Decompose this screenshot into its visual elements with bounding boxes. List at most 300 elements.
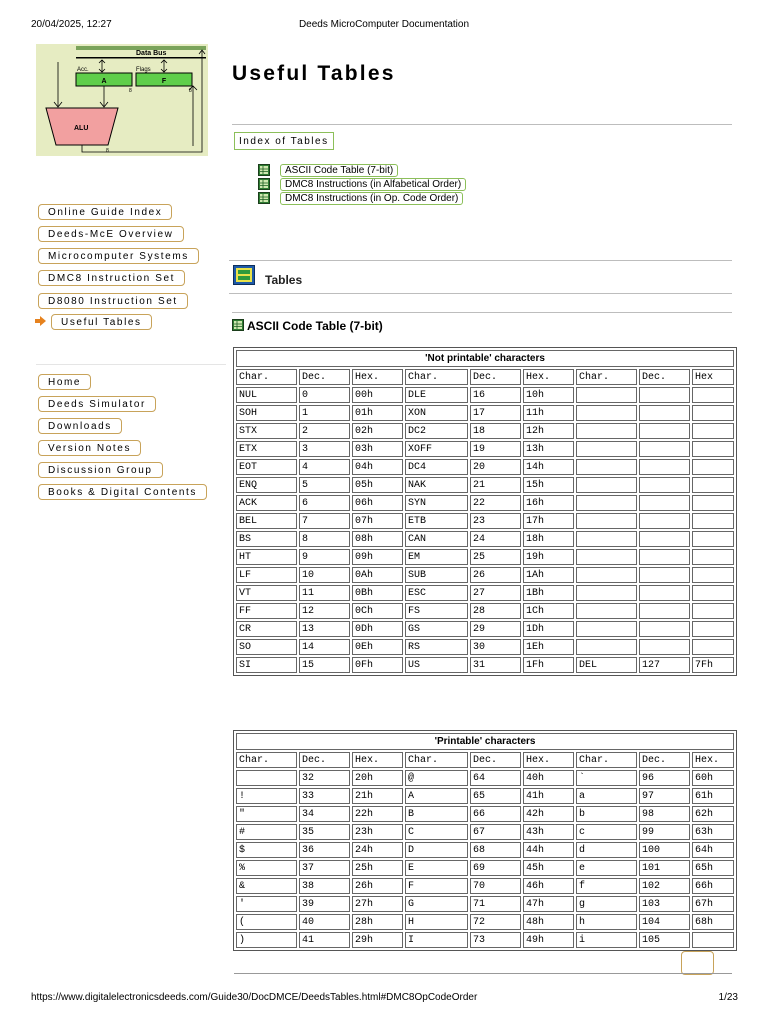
table-cell: SOH (236, 405, 297, 421)
table-cell: 37 (299, 860, 350, 876)
table-icon (258, 164, 270, 176)
table-cell: 7Fh (692, 657, 734, 673)
table-cell: 0Bh (352, 585, 403, 601)
table-cell: NAK (405, 477, 468, 493)
table-cell: 42h (523, 806, 574, 822)
table-cell: 61h (692, 788, 734, 804)
table-cell: 11 (299, 585, 350, 601)
nav-d8080-instruction-set[interactable]: D8080 Instruction Set (38, 293, 188, 309)
table-cell: FS (405, 603, 468, 619)
table-cell (692, 495, 734, 511)
table-cell: LF (236, 567, 297, 583)
column-header: Char. (236, 752, 297, 768)
table-cell: F (405, 878, 468, 894)
table-cell: A (405, 788, 468, 804)
table-cell (576, 477, 637, 493)
table-cell: $ (236, 842, 297, 858)
index-link-dmc8-opcode[interactable]: DMC8 Instructions (in Op. Code Order) (280, 192, 463, 205)
table-cell (576, 441, 637, 457)
table-cell: 18 (470, 423, 521, 439)
table-cell: 01h (352, 405, 403, 421)
table-cell: DEL (576, 657, 637, 673)
tables-section-title: Tables (265, 273, 303, 287)
table-row (236, 657, 734, 673)
nav-dmc8-instruction-set[interactable]: DMC8 Instruction Set (38, 270, 185, 286)
table-cell: 101 (639, 860, 690, 876)
table-cell: 12 (299, 603, 350, 619)
print-doc-title: Deeds MicroComputer Documentation (298, 19, 470, 30)
table-cell: 26 (470, 567, 521, 583)
table-cell: g (576, 896, 637, 912)
column-header: Hex (692, 369, 734, 385)
table-cell: XOFF (405, 441, 468, 457)
table-row (236, 932, 734, 948)
table-icon (258, 192, 270, 204)
table-cell: 23h (352, 824, 403, 840)
table-cell: 0Dh (352, 621, 403, 637)
not-printable-table (233, 347, 737, 676)
table-cell: ETX (236, 441, 297, 457)
ascii-subsection-title: ASCII Code Table (7-bit) (247, 319, 383, 333)
table-cell: XON (405, 405, 468, 421)
column-header: Dec. (299, 369, 350, 385)
table-cell (692, 603, 734, 619)
table-cell: 16h (523, 495, 574, 511)
table-cell (692, 477, 734, 493)
table-cell (576, 531, 637, 547)
table-cell: 64h (692, 842, 734, 858)
table-cell: 1Ch (523, 603, 574, 619)
table-cell: 0Eh (352, 639, 403, 655)
table-cell: 0Ch (352, 603, 403, 619)
column-header: Dec. (639, 752, 690, 768)
table-cell (639, 441, 690, 457)
table-cell: 27h (352, 896, 403, 912)
table-cell: E (405, 860, 468, 876)
table-cell: DLE (405, 387, 468, 403)
table-cell: f (576, 878, 637, 894)
table-cell: 1Eh (523, 639, 574, 655)
nav-downloads[interactable]: Downloads (38, 418, 122, 434)
table-cell: 13 (299, 621, 350, 637)
register-f: F (161, 78, 167, 85)
print-header (0, 19, 768, 33)
table-cell: 24 (470, 531, 521, 547)
table-cell: 2 (299, 423, 350, 439)
bit-width-f: 8 (189, 88, 192, 94)
table-cell (576, 639, 637, 655)
table-cell: 13h (523, 441, 574, 457)
table-cell (692, 423, 734, 439)
index-link-dmc8-alphabetical[interactable]: DMC8 Instructions (in Alfabetical Order) (280, 178, 466, 191)
sidebar-divider (36, 364, 226, 365)
column-header: Char. (576, 752, 637, 768)
table-cell: BEL (236, 513, 297, 529)
table-row (236, 459, 734, 475)
table-cell: 1Fh (523, 657, 574, 673)
table-cell: ' (236, 896, 297, 912)
table-cell: 46h (523, 878, 574, 894)
table-cell (639, 405, 690, 421)
table-cell: BS (236, 531, 297, 547)
table-cell: 08h (352, 531, 403, 547)
table-cell: 31 (470, 657, 521, 673)
table-cell (576, 495, 637, 511)
table-row (236, 806, 734, 822)
table-cell: d (576, 842, 637, 858)
table-cell: 39 (299, 896, 350, 912)
nav-version-notes[interactable]: Version Notes (38, 440, 141, 456)
table-cell (639, 567, 690, 583)
table-cell (576, 549, 637, 565)
table-cell (576, 459, 637, 475)
table-cell: 03h (352, 441, 403, 457)
table-cell: 68 (470, 842, 521, 858)
table-cell: US (405, 657, 468, 673)
table-cell: # (236, 824, 297, 840)
table-cell: ! (236, 788, 297, 804)
table-cell: 72 (470, 914, 521, 930)
table-cell (639, 477, 690, 493)
cpu-diagram-logo[interactable] (36, 44, 208, 156)
table-cell: 1 (299, 405, 350, 421)
table-cell: 64 (470, 770, 521, 786)
table-cell: EOT (236, 459, 297, 475)
table-cell (639, 603, 690, 619)
table-cell: 71 (470, 896, 521, 912)
table-cell: 49h (523, 932, 574, 948)
table-cell: 02h (352, 423, 403, 439)
table-cell: G (405, 896, 468, 912)
table-cell (692, 531, 734, 547)
table-row (236, 549, 734, 565)
table-cell: H (405, 914, 468, 930)
column-header: Dec. (639, 369, 690, 385)
table-cell: 47h (523, 896, 574, 912)
table-cell (639, 585, 690, 601)
print-url: https://www.digitalelectronicsdeeds.com/Guide30/DocDMCE/DeedsTables.html#DMC8OpCodeOrder (31, 992, 478, 1003)
table-cell: 28h (352, 914, 403, 930)
column-header: Dec. (470, 752, 521, 768)
table-icon (258, 178, 270, 190)
table-cell (692, 639, 734, 655)
table-row (236, 842, 734, 858)
table-cell: 20h (352, 770, 403, 786)
nav-books-digital-contents[interactable]: Books & Digital Contents (38, 484, 207, 500)
nav-microcomputer-systems[interactable]: Microcomputer Systems (38, 248, 199, 264)
table-cell: SI (236, 657, 297, 673)
column-header: Char. (576, 369, 637, 385)
table-cell: i (576, 932, 637, 948)
table-cell: 17 (470, 405, 521, 421)
table-cell: 25 (470, 549, 521, 565)
table-cell: 18h (523, 531, 574, 547)
table-cell: ENQ (236, 477, 297, 493)
table-cell (639, 513, 690, 529)
table-cell: 65 (470, 788, 521, 804)
table-row (236, 495, 734, 511)
table-cell: 10 (299, 567, 350, 583)
table-cell: 4 (299, 459, 350, 475)
table-cell: 69 (470, 860, 521, 876)
table-cell: 73 (470, 932, 521, 948)
table-cell: & (236, 878, 297, 894)
table-cell: 9 (299, 549, 350, 565)
page-break-line (234, 973, 732, 974)
table-cell: 0 (299, 387, 350, 403)
highlighted-cell-marker[interactable] (681, 951, 714, 975)
table-row (236, 896, 734, 912)
table-cell: 04h (352, 459, 403, 475)
bit-width-a: 8 (129, 88, 132, 94)
table-cell: 62h (692, 806, 734, 822)
table-cell: CR (236, 621, 297, 637)
tables-section-header (229, 260, 732, 294)
table-cell (576, 567, 637, 583)
table-cell: 09h (352, 549, 403, 565)
index-of-tables-label: Index of Tables (234, 132, 334, 150)
table-cell: 104 (639, 914, 690, 930)
table-cell: % (236, 860, 297, 876)
table-cell: ETB (405, 513, 468, 529)
table-cell (639, 423, 690, 439)
bit-width-alu: 8 (106, 148, 109, 154)
table-cell (639, 459, 690, 475)
table-cell: " (236, 806, 297, 822)
table-cell (576, 621, 637, 637)
table-row (236, 621, 734, 637)
table-cell: 20 (470, 459, 521, 475)
table-cell: VT (236, 585, 297, 601)
table-cell (639, 387, 690, 403)
table-cell (576, 603, 637, 619)
nav-discussion-group[interactable]: Discussion Group (38, 462, 163, 478)
column-header: Hex. (523, 752, 574, 768)
table-cell: 99 (639, 824, 690, 840)
table-cell: SYN (405, 495, 468, 511)
table-cell: 7 (299, 513, 350, 529)
table-row (236, 387, 734, 403)
column-header: Char. (405, 752, 468, 768)
table-cell (692, 549, 734, 565)
table-cell: 06h (352, 495, 403, 511)
table-cell: 14 (299, 639, 350, 655)
table-cell: 70 (470, 878, 521, 894)
table-cell: 32 (299, 770, 350, 786)
flags-label: Flags (136, 67, 151, 73)
table-cell: 21h (352, 788, 403, 804)
table-cell: 15 (299, 657, 350, 673)
table-cell: 28 (470, 603, 521, 619)
table-cell: ` (576, 770, 637, 786)
table-cell: ACK (236, 495, 297, 511)
table-cell: e (576, 860, 637, 876)
table-cell: 1Bh (523, 585, 574, 601)
table-cell: 1Ah (523, 567, 574, 583)
table-cell: 11h (523, 405, 574, 421)
table-cell: 27 (470, 585, 521, 601)
table-row (236, 567, 734, 583)
current-page-arrow-icon (35, 316, 47, 326)
table-cell (692, 932, 734, 948)
table-cell: 45h (523, 860, 574, 876)
table-cell: 67h (692, 896, 734, 912)
table-row (236, 603, 734, 619)
table-cell (639, 639, 690, 655)
printable-caption: 'Printable' characters (236, 733, 734, 750)
table-cell: FF (236, 603, 297, 619)
column-header: Hex. (352, 369, 403, 385)
table-cell: @ (405, 770, 468, 786)
table-cell (692, 585, 734, 601)
table-cell (692, 621, 734, 637)
table-cell: 63h (692, 824, 734, 840)
nav-useful-tables[interactable]: Useful Tables (51, 314, 152, 330)
column-header-row (236, 369, 734, 385)
nav-home[interactable]: Home (38, 374, 91, 390)
column-header: Hex. (523, 369, 574, 385)
table-cell: ESC (405, 585, 468, 601)
table-cell (639, 621, 690, 637)
table-cell: NUL (236, 387, 297, 403)
column-header: Dec. (470, 369, 521, 385)
table-cell (692, 513, 734, 529)
table-row (236, 423, 734, 439)
table-cell (576, 405, 637, 421)
table-cell: ( (236, 914, 297, 930)
page-title: Useful Tables (232, 62, 396, 85)
table-row (236, 513, 734, 529)
table-cell: 44h (523, 842, 574, 858)
table-cell: 8 (299, 531, 350, 547)
table-row (236, 878, 734, 894)
alu-label: ALU (74, 125, 89, 132)
acc-label: Acc. (77, 67, 89, 73)
nav-deeds-mce-overview[interactable]: Deeds-McE Overview (38, 226, 184, 242)
table-cell: 15h (523, 477, 574, 493)
table-cell (692, 459, 734, 475)
table-cell: 14h (523, 459, 574, 475)
table-cell: B (405, 806, 468, 822)
table-cell: SUB (405, 567, 468, 583)
table-cell (692, 441, 734, 457)
table-cell: 10h (523, 387, 574, 403)
table-cell: 97 (639, 788, 690, 804)
tables-section-icon (233, 265, 255, 285)
table-row (236, 639, 734, 655)
column-header: Char. (236, 369, 297, 385)
table-row (236, 770, 734, 786)
table-cell: 30 (470, 639, 521, 655)
print-datetime: 20/04/2025, 12:27 (31, 19, 112, 30)
table-cell: 105 (639, 932, 690, 948)
index-link-ascii-table[interactable]: ASCII Code Table (7-bit) (280, 164, 398, 177)
table-cell: GS (405, 621, 468, 637)
table-cell: 3 (299, 441, 350, 457)
table-cell (576, 585, 637, 601)
table-cell: CAN (405, 531, 468, 547)
table-cell: 00h (352, 387, 403, 403)
table-cell (692, 387, 734, 403)
table-cell: 0Ah (352, 567, 403, 583)
table-cell: 24h (352, 842, 403, 858)
table-cell: 100 (639, 842, 690, 858)
table-cell: 21 (470, 477, 521, 493)
section-divider (232, 312, 732, 313)
table-cell: 5 (299, 477, 350, 493)
table-cell: 40h (523, 770, 574, 786)
table-cell: 103 (639, 896, 690, 912)
table-cell: 68h (692, 914, 734, 930)
table-cell: 36 (299, 842, 350, 858)
column-header: Char. (405, 369, 468, 385)
nav-online-guide-index[interactable]: Online Guide Index (38, 204, 172, 220)
table-cell: 40 (299, 914, 350, 930)
table-cell (692, 405, 734, 421)
table-cell: SO (236, 639, 297, 655)
printable-table (233, 730, 737, 951)
table-cell: 17h (523, 513, 574, 529)
table-cell: 12h (523, 423, 574, 439)
print-page-number: 1/23 (718, 992, 738, 1003)
table-cell: C (405, 824, 468, 840)
table-cell: STX (236, 423, 297, 439)
table-cell: 48h (523, 914, 574, 930)
table-cell (236, 770, 297, 786)
table-row (236, 405, 734, 421)
not-printable-caption: 'Not printable' characters (236, 350, 734, 367)
table-cell: 29h (352, 932, 403, 948)
table-cell: EM (405, 549, 468, 565)
table-cell: HT (236, 549, 297, 565)
table-cell: 6 (299, 495, 350, 511)
table-cell: 41h (523, 788, 574, 804)
table-cell: 102 (639, 878, 690, 894)
table-cell: 16 (470, 387, 521, 403)
table-icon (232, 319, 244, 331)
table-cell: 26h (352, 878, 403, 894)
table-cell: 0Fh (352, 657, 403, 673)
data-bus-label: Data Bus (136, 50, 167, 57)
table-cell: h (576, 914, 637, 930)
table-cell: 19 (470, 441, 521, 457)
table-cell: 29 (470, 621, 521, 637)
table-cell (639, 549, 690, 565)
column-header: Hex. (692, 752, 734, 768)
register-a: A (101, 78, 107, 85)
table-row (236, 531, 734, 547)
table-cell: 98 (639, 806, 690, 822)
title-divider (232, 124, 732, 125)
table-cell: 60h (692, 770, 734, 786)
table-cell: 33 (299, 788, 350, 804)
table-row (236, 860, 734, 876)
table-cell: 22 (470, 495, 521, 511)
nav-deeds-simulator[interactable]: Deeds Simulator (38, 396, 156, 412)
table-cell (639, 495, 690, 511)
table-cell: 22h (352, 806, 403, 822)
table-cell: 35 (299, 824, 350, 840)
table-row (236, 441, 734, 457)
table-cell: 25h (352, 860, 403, 876)
table-cell: a (576, 788, 637, 804)
table-cell: 96 (639, 770, 690, 786)
table-row (236, 824, 734, 840)
table-cell: 127 (639, 657, 690, 673)
table-cell: 65h (692, 860, 734, 876)
table-cell: 66h (692, 878, 734, 894)
table-cell: 05h (352, 477, 403, 493)
